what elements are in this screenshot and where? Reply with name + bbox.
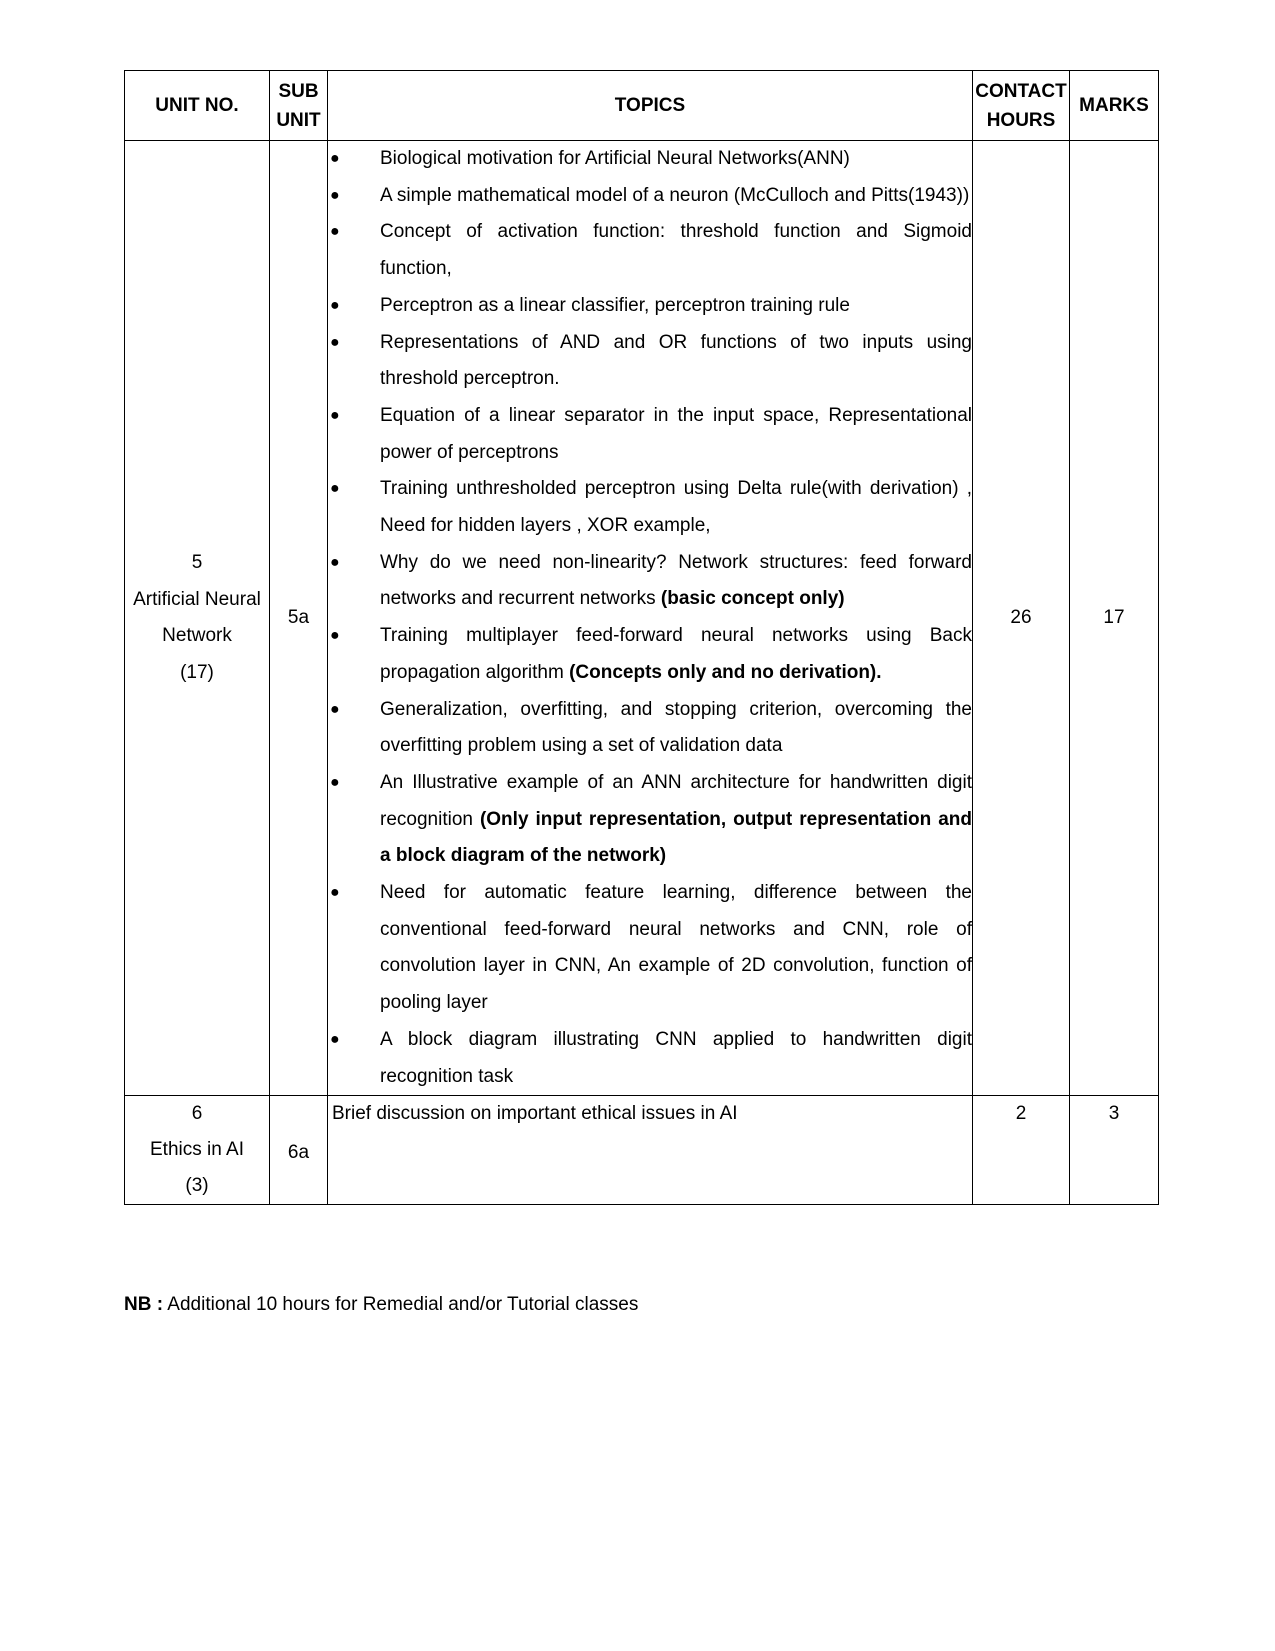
topic-text: Biological motivation for Artificial Neural Networks(ANN) bbox=[380, 148, 850, 169]
topic-text: Need for automatic feature learning, difference between the conventional feed-forward neural networks and CNN, role of convolution layer in CNN, An example of 2D convolution, function of pooling layer bbox=[380, 882, 972, 1014]
header-marks-label: MARKS bbox=[1079, 95, 1149, 116]
topic-item bbox=[328, 471, 972, 544]
topic-emphasis: (Only input representation, output representation and a block diagram of the network) bbox=[380, 808, 972, 867]
topic-text: Why do we need non-linearity? Network structures: feed forward networks and recurrent networks bbox=[380, 551, 972, 610]
header-sub-unit-line2: UNIT bbox=[276, 109, 321, 131]
header-contact-hours bbox=[973, 71, 1070, 141]
topic-text: Brief discussion on important ethical issues in AI bbox=[332, 1103, 738, 1125]
topic-item bbox=[328, 178, 972, 215]
bullet-icon: ● bbox=[330, 296, 340, 314]
bullet-icon: ● bbox=[330, 480, 340, 498]
topic-item bbox=[328, 875, 972, 1022]
bullet-icon: ● bbox=[330, 186, 340, 204]
topics-cell bbox=[328, 141, 973, 1096]
footnote bbox=[124, 1292, 638, 1318]
header-contact-hours-line1: CONTACT bbox=[975, 80, 1067, 102]
unit-name-line2: Network bbox=[162, 625, 232, 647]
bullet-icon: ● bbox=[330, 627, 340, 645]
bullet-icon: ● bbox=[330, 333, 340, 351]
bullet-icon: ● bbox=[330, 406, 340, 424]
unit-name-line1: Ethics in AI bbox=[150, 1139, 244, 1161]
bullet-icon: ● bbox=[330, 553, 340, 571]
topic-item bbox=[328, 141, 972, 178]
topic-emphasis: (Concepts only and no derivation). bbox=[569, 661, 882, 683]
topic-text: Generalization, overfitting, and stopping criterion, overcoming the overfitting problem using a set of validation data bbox=[380, 698, 972, 757]
bullet-icon: ● bbox=[330, 150, 340, 167]
topic-item bbox=[328, 325, 972, 398]
table-row-unit-5 bbox=[125, 141, 1159, 1096]
bullet-icon: ● bbox=[330, 773, 340, 791]
table-row-unit-6 bbox=[125, 1096, 1159, 1205]
sub-unit-cell bbox=[270, 1096, 328, 1205]
topic-text: Equation of a linear separator in the input space, Representational power of perceptrons bbox=[380, 404, 972, 463]
topic-list bbox=[328, 141, 972, 1095]
topic-text: Perceptron as a linear classifier, perceptron training rule bbox=[380, 294, 850, 316]
topic-item bbox=[328, 1022, 972, 1095]
table-header-row bbox=[125, 71, 1159, 141]
topic-text: An Illustrative example of an ANN architecture for handwritten digit recognition bbox=[380, 771, 972, 830]
topic-item bbox=[328, 618, 972, 691]
sub-unit-label: 5a bbox=[287, 607, 310, 629]
unit-number: 6 bbox=[191, 1103, 203, 1125]
topic-item bbox=[328, 692, 972, 765]
header-unit-no bbox=[125, 71, 270, 141]
marks-value: 17 bbox=[1103, 607, 1125, 629]
header-topics-label: TOPICS bbox=[614, 95, 686, 116]
topic-item bbox=[328, 214, 972, 287]
topic-text: Representations of AND and OR functions of two inputs using threshold perceptron. bbox=[380, 331, 972, 390]
bullet-icon: ● bbox=[330, 223, 340, 241]
bullet-icon: ● bbox=[330, 700, 340, 718]
contact-hours-value: 26 bbox=[1010, 607, 1032, 629]
header-unit-no-label: UNIT NO. bbox=[155, 95, 239, 116]
sub-unit-cell bbox=[270, 141, 328, 1096]
unit-marks: (3) bbox=[185, 1175, 209, 1197]
unit-marks: (17) bbox=[180, 661, 214, 683]
marks-cell bbox=[1070, 141, 1159, 1096]
topic-item bbox=[328, 398, 972, 471]
header-contact-hours-line2: HOURS bbox=[986, 109, 1056, 131]
contact-hours-cell bbox=[973, 1096, 1070, 1205]
header-sub-unit bbox=[270, 71, 328, 141]
topic-text: Training unthresholded perceptron using Delta rule(with derivation) , Need for hidden layers , XOR example, bbox=[380, 478, 972, 537]
header-topics bbox=[328, 71, 973, 141]
footnote-text: Additional 10 hours for Remedial and/or Tutorial classes bbox=[163, 1294, 639, 1315]
contact-hours-cell bbox=[973, 141, 1070, 1096]
topic-text: Training multiplayer feed-forward neural networks using Back propagation algorithm bbox=[380, 625, 972, 683]
topics-cell bbox=[328, 1096, 973, 1205]
bullet-icon: ● bbox=[330, 1030, 340, 1048]
topic-item bbox=[328, 765, 972, 875]
sub-unit-label: 6a bbox=[287, 1141, 310, 1163]
topic-item bbox=[328, 545, 972, 618]
topic-text: A simple mathematical model of a neuron (McCulloch and Pitts(1943)) bbox=[380, 184, 970, 206]
header-sub-unit-line1: SUB bbox=[278, 80, 319, 102]
syllabus-table bbox=[124, 70, 1159, 1205]
topic-text: A block diagram illustrating CNN applied to handwritten digit recognition task bbox=[380, 1028, 972, 1087]
contact-hours-value: 2 bbox=[1015, 1103, 1027, 1125]
unit-number: 5 bbox=[191, 552, 203, 574]
topic-item bbox=[328, 288, 972, 325]
header-marks bbox=[1070, 71, 1159, 141]
unit-cell-6 bbox=[125, 1096, 270, 1205]
bullet-icon: ● bbox=[330, 884, 340, 902]
marks-value: 3 bbox=[1108, 1103, 1120, 1125]
footnote-label: NB : bbox=[124, 1294, 164, 1315]
topic-text: Concept of activation function: threshold function and Sigmoid function, bbox=[380, 221, 972, 280]
topic-emphasis: (basic concept only) bbox=[660, 588, 845, 610]
unit-name-line1: Artificial Neural bbox=[133, 588, 261, 610]
marks-cell bbox=[1070, 1096, 1159, 1205]
unit-cell-5 bbox=[125, 141, 270, 1096]
